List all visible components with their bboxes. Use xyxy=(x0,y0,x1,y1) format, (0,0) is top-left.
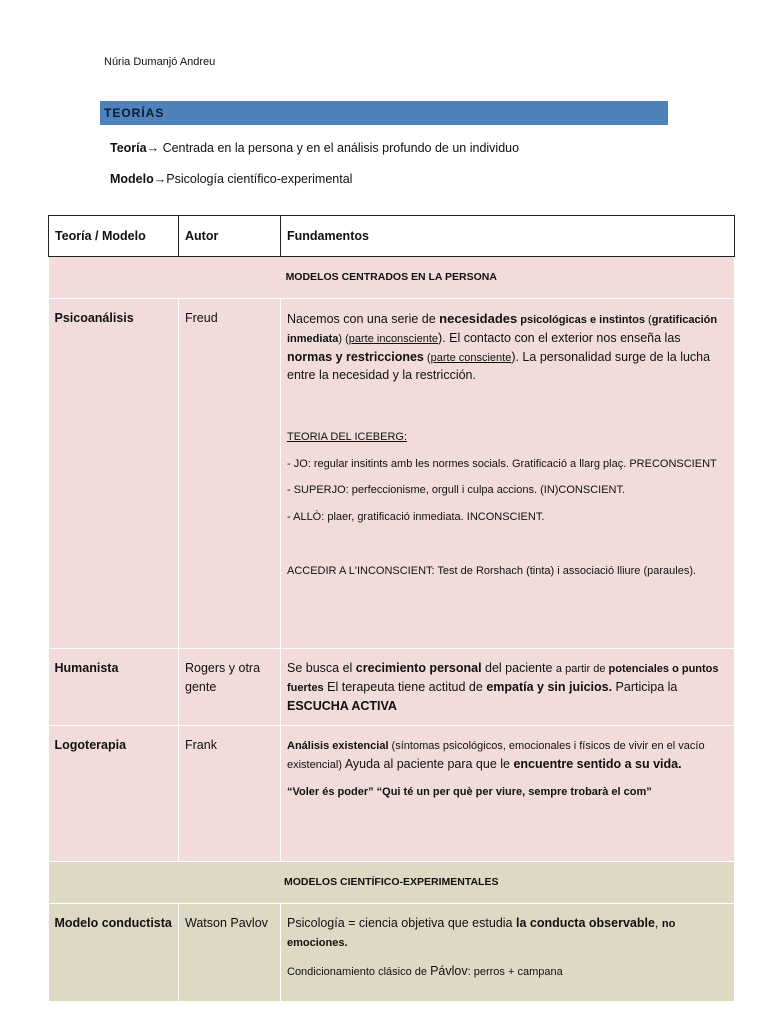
iceberg-heading: TEORIA DEL ICEBERG: xyxy=(287,431,408,443)
table-header-row xyxy=(49,216,735,257)
text-span: Condicionamiento clásico de xyxy=(287,965,431,978)
conductista-paragraph xyxy=(287,914,728,952)
logo-paragraph xyxy=(287,736,728,774)
table-row-conductista xyxy=(49,904,735,1001)
text-span: encuentre sentido a su vida. xyxy=(513,757,682,771)
text-span: ( xyxy=(644,314,652,326)
arrow-icon: → xyxy=(146,141,160,155)
header-autor: Autor xyxy=(179,216,281,257)
iceberg-allo: - ALLÒ: plaer, gratificació inmediata. INCONSCIENT. xyxy=(287,510,545,523)
row-name: Modelo conductista xyxy=(49,904,179,1001)
row-author: Rogers y otra gente xyxy=(179,649,281,726)
definition-text: Psicología científico-experimental xyxy=(166,172,353,186)
row-fundamentos xyxy=(281,904,735,1001)
text-span: Pávlov xyxy=(430,963,468,978)
group-row-persona xyxy=(49,257,735,299)
conductista-condicionamiento xyxy=(287,962,728,981)
text-span: El terapeuta tiene actitud de xyxy=(323,679,487,694)
text-span: Se busca el xyxy=(287,661,356,675)
header-teoria-modelo: Teoría / Modelo xyxy=(49,216,179,257)
text-span: parte inconsciente xyxy=(348,332,439,345)
definition-teoria xyxy=(110,141,519,155)
group-label: MODELOS CIENTÍFICO-EXPERIMENTALES xyxy=(49,862,735,904)
text-span: Nacemos con una serie de xyxy=(287,312,440,326)
group-row-cientifico xyxy=(49,862,735,904)
text-span: empatía y sin juicios. xyxy=(486,679,613,694)
text-span: ). El contacto con el exterior nos enseña las xyxy=(438,330,681,345)
text-span: crecimiento personal xyxy=(355,661,482,675)
section-title: TEORÍAS xyxy=(100,101,668,125)
text-span: del paciente xyxy=(481,661,556,675)
arrow-icon: → xyxy=(153,172,167,186)
text-span: psicológicas e instintos xyxy=(517,314,645,326)
text-span: la conducta observable xyxy=(515,916,655,931)
row-fundamentos xyxy=(281,299,735,649)
group-label: MODELOS CENTRADOS EN LA PERSONA xyxy=(49,257,735,299)
text-span: ESCUCHA ACTIVA xyxy=(287,698,397,713)
row-author: Frank xyxy=(179,726,281,862)
text-span: parte consciente xyxy=(430,351,512,364)
row-fundamentos xyxy=(281,649,735,726)
text-span: ( xyxy=(423,351,431,364)
text-span: a partir de xyxy=(555,663,609,675)
document-author: Núria Dumanjó Andreu xyxy=(104,56,216,68)
text-span: Participa la xyxy=(612,679,678,694)
definition-text: Centrada en la persona y en el análisis profundo de un individuo xyxy=(159,141,520,155)
text-span: Ayuda al paciente para que le xyxy=(342,757,514,771)
text-span: ) ( xyxy=(338,332,349,345)
text-span: necesidades xyxy=(439,311,518,326)
row-author: Freud xyxy=(179,299,281,649)
text-span: normas y restricciones xyxy=(287,349,424,364)
iceberg-superjo: - SUPERJO: perfeccionisme, orgull i culpa accions. (IN)CONSCIENT. xyxy=(287,484,626,496)
header-fundamentos: Fundamentos xyxy=(281,216,735,257)
table-row-humanista xyxy=(49,649,735,726)
text-span: gratificación inmediata xyxy=(287,314,718,345)
row-name: Psicoanálisis xyxy=(49,299,179,649)
theories-table xyxy=(48,215,735,1002)
text-span: ). La personalidad surge de la lucha entre la necesidad y la restricción. xyxy=(287,349,711,383)
row-fundamentos xyxy=(281,726,735,862)
row-name: Humanista xyxy=(49,649,179,726)
text-span: , xyxy=(654,916,662,931)
row-name: Logoterapia xyxy=(49,726,179,862)
text-span: Análisis existencial xyxy=(287,740,389,753)
definition-modelo xyxy=(110,172,352,186)
psico-paragraph xyxy=(287,309,728,385)
text-span: Psicología = ciencia objetiva que estudia xyxy=(287,916,516,931)
logo-quote: “Voler és poder” “Qui té un per què per viure, sempre trobarà el com” xyxy=(287,785,652,798)
iceberg-jo: - JO: regular insitints amb les normes socials. Gratificació a llarg plaç. PRECONSCIENT xyxy=(287,457,717,470)
text-span: (síntomas psicológicos, emocionales i físicos de vivir en el vacío existencial) xyxy=(287,740,705,771)
text-span: : perros + campana xyxy=(467,965,563,978)
definition-term: Teoría xyxy=(110,141,147,155)
definition-term: Modelo xyxy=(110,172,154,186)
row-author: Watson Pavlov xyxy=(179,904,281,1001)
table-row-logoterapia xyxy=(49,726,735,862)
table-row-psicoanalisis xyxy=(49,299,735,649)
accedir-text: ACCEDIR A L'INCONSCIENT: Test de Rorshach (tinta) i associació lliure (paraules). xyxy=(287,565,697,577)
text-span: potenciales o puntos fuertes xyxy=(287,663,719,694)
text-span: no emociones. xyxy=(287,918,676,949)
